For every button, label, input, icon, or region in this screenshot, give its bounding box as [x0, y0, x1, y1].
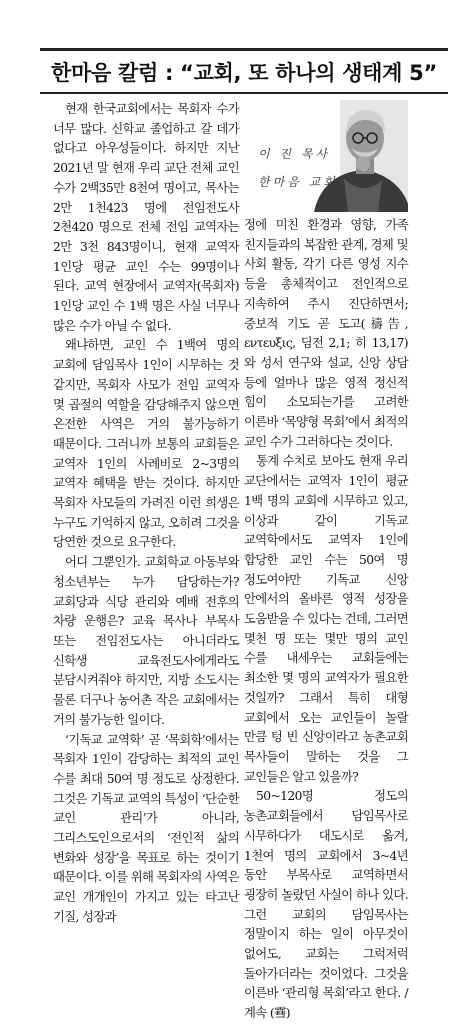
left-text-column [53, 100, 239, 928]
left-paragraph-4: ‘기독교 교역학’ 곧 ‘목회학’에서는 목회자 1인이 감당하는 최적의 교인 수를 최대 50여 명 정도로 상정한다. 그것은 기독교 교역의 특성이 ‘단순한 교인 관리’가 아니라, 그리스도인으로서의 ‘전인적 삶의 변화와 성장’을 목표로 하는 것이기 때문이다. 이를 위해 목회자의 사역은 교인 개개인이 가지고 있는 타고난 기질, 성장과 [53, 732, 239, 924]
article-title: 한마음 칼럼 : “교회, 또 하나의 생태계 5” [51, 61, 437, 85]
title-top-rule [40, 48, 448, 51]
right-paragraph-2: 통계 수치로 보아도 현재 우리 교단에서는 교역자 1인이 평균 1백 명의 교회에 시무하고 있고, 이상과 같이 기독교 교역학에서도 교역자 1인에 합당한 교인 수는 50여 명 정도여야만 기독교 신앙 안에서의 올바른 영적 성장을 도움받을 수 있다는 건데, 그러면 몇천 명 또는 몇만 명의 교인 수를 내세우는 교회들에는 최소한 몇 명의 교역자가 필요한 것일까? 그래서 특히 대형 교회에서 오는 교인들이 놀랄 만큼 텅 빈 신앙이라고 농촌교회 목사들이 말하는 것을 그 교인들은 알고 있을까? [244, 454, 408, 784]
left-paragraph-3: 어디 그뿐인가. 교회학교 아동부와 청소년부는 누가 담당하는가? 교회당과 식당 관리와 예배 전후의 차량 운행은? 교육 목사나 부목사 또는 전임전도사는 아니더라도 신학생 교육전도사에게라도 분담시켜줘야 하지만, 지방 소도시는 물론 더구나 농어촌 작은 교회에서는 거의 불가능한 일이다. [53, 555, 239, 727]
caption-author-name: 이 진 목사 [258, 147, 330, 161]
caption-church-name: 한마음 교회 [258, 175, 338, 189]
photo-caption [258, 140, 338, 196]
left-paragraph-2: 왜냐하면, 교인 수 1백여 명의 교회에 담임목사 1인이 시무하는 것 같지만, 목회자 사모가 전임 교역자 몇 곱절의 역할을 감당해주지 않으면 온전한 사역은 거의 불가능하기 때문이다. 그러니까 보통의 교회들은 교역자 1인의 사례비로 2~3명의 교역자 혜택을 받는 것이다. 하지만 목회자 사모들의 가려진 이런 희생은 누구도 기억하지 않고, 오히려 그것을 당연한 것으로 요구한다. [53, 338, 239, 550]
right-paragraph-1: 정에 미친 환경과 영향, 가족 친지들과의 복잡한 관계, 경제 및 사회 활동, 각기 다른 영성 지수 등을 총체적이고 전인적으로 지속하여 주시 진단하면서; 중보적 기도 곧 도고(禱告, εντευξις, 딤전 2,1; 히 13,17)와 성서 연구와 설교, 신앙 상담 등에 얼마나 많은 영적 정신적 힘이 소모되는가를 고려한 이른바 ‘목양형 목회’에서 최적의 교인 수가 그러하다는 것이다. [244, 218, 408, 449]
right-text-column [244, 216, 408, 1024]
title-bottom-rule [40, 92, 448, 94]
right-paragraph-3: 50~120명 정도의 농촌교회들에서 담임목사로 시무하다가 대도시로 옮겨, 1천여 명의 교회에서 3~4년 동안 부목사로 교역하면서 굉장히 놀랐던 사실이 하나 있다. 그런 교회의 담임목사는 정말이지 하는 일이 아무것이 없어도, 교회는 그럭저럭 돌아가더라는 것이었다. 그것을 이른바 ‘관리형 목회’라고 한다. /계속 (䨮) [244, 789, 408, 1021]
left-paragraph-1: 현재 한국교회에서는 목회자 수가 너무 많다. 신학교 졸업하고 갈 데가 없다고 아우성들이다. 하지만 지난 2021년 말 현재 우리 교단 전체 교인 수가 2백35만 8천여 명이고, 목사는 2만 1천423 명에 전임전도사 2천420 명으로 전체 전임 교역자는 2만 3천 843명이니, 현재 교역자 1인당 평균 교인 수는 99명이나 된다. 교역 현장에서 교역자(목회자) 1인당 교인 수 1백 명은 사실 너무나 많은 수가 아닐 수 없다. [53, 102, 239, 333]
